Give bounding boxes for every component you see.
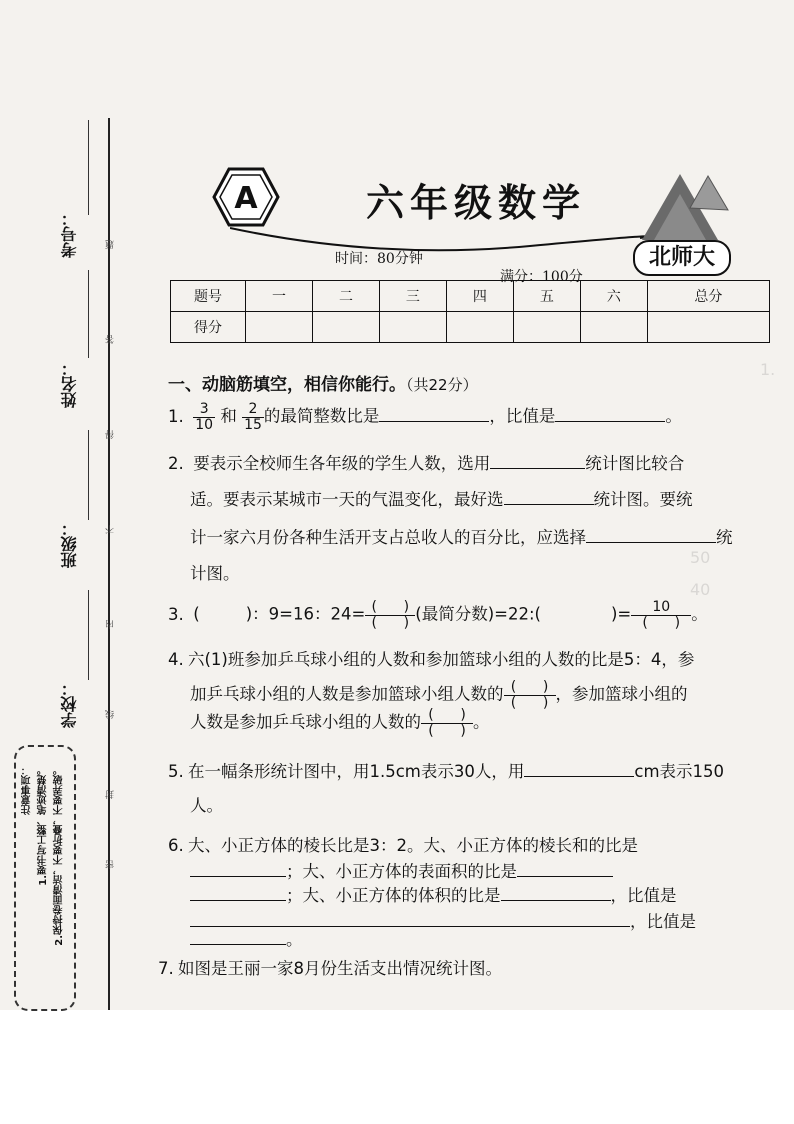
q2-text: 计一家六月份各种生活开支占总收人的百分比，应选择 [190,528,586,547]
score-cell[interactable] [446,312,513,343]
seal-char: 题 [106,240,116,249]
bleed-through-mark: 40 [690,580,711,599]
section-title-text: 一、动脑筋填空，相信你能行。 [168,375,406,395]
bleed-through-mark: 1. [760,360,776,379]
q3-paren: ) [245,604,253,624]
question-7 [158,955,502,979]
mountain-logo-icon [640,168,730,242]
question-2-line-3 [190,524,733,548]
class-blank [88,430,89,520]
fraction-2-15 [242,402,264,432]
score-header-cell: 一 [246,281,313,312]
seal-char: 线 [106,710,116,719]
question-number: 3. [168,604,184,624]
score-cell[interactable] [379,312,446,343]
score-header-cell: 总分 [647,281,769,312]
question-number: 2. [168,454,184,473]
question-4-line-1 [168,646,694,670]
q2-text: 统 [716,528,733,547]
frac-numerator: 3 [193,402,215,418]
school-blank [88,590,89,680]
exam-time: 时间：80分钟 [335,251,423,267]
name-label: 姓名： [60,360,79,408]
q2-text: 统计图。要统 [593,490,693,509]
q3-text: )= [610,604,632,624]
question-4-line-2 [190,680,688,710]
question-number: 5. [168,762,184,781]
q6-end: 。 [286,930,303,949]
question-5-line-2 [190,792,223,816]
q6-text: ；大、小正方体的体积的比是 [286,886,501,905]
q3-paren: ( [193,604,200,624]
publisher-badge: 北师大 [633,240,731,276]
notice-line-1: 1.要书写工整、笔迹清楚。 [38,765,49,886]
exam-no-blank [88,120,89,215]
bleed-through-mark: 50 [690,548,711,567]
answer-blank[interactable] [379,420,489,422]
section-title [168,370,478,395]
notice-title: 注意事项： [22,765,33,815]
seal-char: 不 [106,525,116,534]
question-number: 4. [168,650,184,669]
question-2-line-1 [168,450,684,474]
q2-text: 适。要表示某城市一天的气温变化，最好选 [190,490,504,509]
answer-blank[interactable] [190,875,286,877]
score-row-label: 得分 [171,312,246,343]
fraction-blank[interactable]: $\frac{( )}{( )}$ [365,600,415,630]
score-header-cell: 四 [446,281,513,312]
question-number: 6. [168,836,184,855]
seal-char: 内 [106,620,116,629]
q5-text: 人。 [190,796,223,815]
q5-text: 在一幅条形统计图中，用1.5cm表示30人，用 [188,762,525,781]
score-header-cell: 三 [379,281,446,312]
question-6-line-3 [190,882,677,906]
q2-text: 计图。 [190,564,240,583]
score-cell[interactable] [246,312,313,343]
q6-text: ；大、小正方体的表面积的比是 [286,862,517,881]
score-cell[interactable] [647,312,769,343]
level-a-badge-icon [212,166,280,228]
q6-text: ，比值是 [630,912,696,931]
score-header-cell: 五 [513,281,580,312]
seal-char: 封 [106,790,116,799]
answer-blank[interactable] [501,899,611,901]
question-4-line-3 [190,708,490,738]
score-cell[interactable] [513,312,580,343]
fraction-blank[interactable]: $\frac{( )}{( )}$ [421,708,473,738]
fraction-10: $\frac{10}{( )}$ [631,600,691,630]
q6-text: 大、小正方体的棱长比是3：2。大、小正方体的棱长和的比是 [188,836,638,855]
q2-text: 统计图比较合 [585,454,685,473]
seal-char: 答 [106,335,116,344]
question-6-line-1 [168,832,638,856]
frac-numerator: 10 [631,600,691,616]
binding-line [108,118,110,1010]
score-cell[interactable] [580,312,647,343]
q3-text: ：9=16：24= [252,604,366,624]
question-1 [168,402,682,432]
q3-text: (最简分数)=22:( [415,604,541,624]
q2-text: 要表示全校师生各年级的学生人数，选用 [193,454,491,473]
school-label: 学校： [60,680,79,728]
answer-blank[interactable] [586,541,716,543]
q5-text: cm表示150 [634,762,725,781]
score-cell[interactable] [312,312,379,343]
score-table [170,280,770,343]
page-title: 六年级数学 [366,181,587,225]
score-header-cell: 题号 [171,281,246,312]
q4-text: 人数是参加乒乓球小组的人数的 [190,712,421,732]
q6-text: ，比值是 [610,886,677,905]
q1-and: 和 [220,406,237,426]
answer-blank[interactable] [190,943,286,945]
q7-text: 如图是王丽一家8月份生活支出情况统计图。 [178,959,502,978]
q3-end: 。 [691,604,708,624]
full-score: 满分：100分 [500,269,583,285]
answer-blank[interactable] [490,467,585,469]
seal-char: 得 [106,430,116,439]
q4-end: 。 [473,712,490,732]
score-header-cell: 六 [580,281,647,312]
question-3 [168,600,708,630]
seal-char: 密 [106,860,116,869]
score-header-cell: 二 [312,281,379,312]
answer-blank[interactable] [190,899,286,901]
class-label: 班级： [60,520,79,568]
question-5-line-1 [168,758,724,782]
q4-text: 六(1)班参加乒乓球小组的人数和参加篮球小组的人数的比是5：4，参 [188,650,695,669]
question-number: 7. [158,959,174,978]
frac-denominator: 10 [195,416,214,433]
notice-line-2: 2.保持卷面清洁，不要折叠，不要弄破。 [54,765,65,946]
question-number: 1. [168,406,184,426]
q4-text: 加乒乓球小组的人数是参加篮球小组人数的 [190,684,504,704]
exam-no-label: 考号： [60,210,79,258]
question-6-line-2 [190,858,613,882]
question-2-line-4 [190,560,240,584]
q1-text: ，比值是 [489,406,556,426]
q4-text: ，参加篮球小组的 [555,684,688,704]
question-6-line-5 [190,926,303,950]
notice-box [14,745,76,1011]
answer-blank[interactable] [504,503,594,505]
badge-letter: A [234,181,258,216]
q1-text: 的最简整数比是 [263,406,380,426]
section-points: （共22分） [406,376,478,394]
answer-blank[interactable] [517,875,613,877]
fraction-3-10 [193,402,215,432]
frac-numerator: 2 [242,402,264,418]
answer-blank[interactable] [555,420,665,422]
frac-denominator: 15 [244,416,262,433]
q1-end: 。 [665,406,682,426]
fraction-blank[interactable]: $\frac{( )}{( )}$ [504,680,556,710]
question-2-line-2 [190,486,693,510]
name-blank [88,270,89,358]
answer-blank[interactable] [524,775,634,777]
